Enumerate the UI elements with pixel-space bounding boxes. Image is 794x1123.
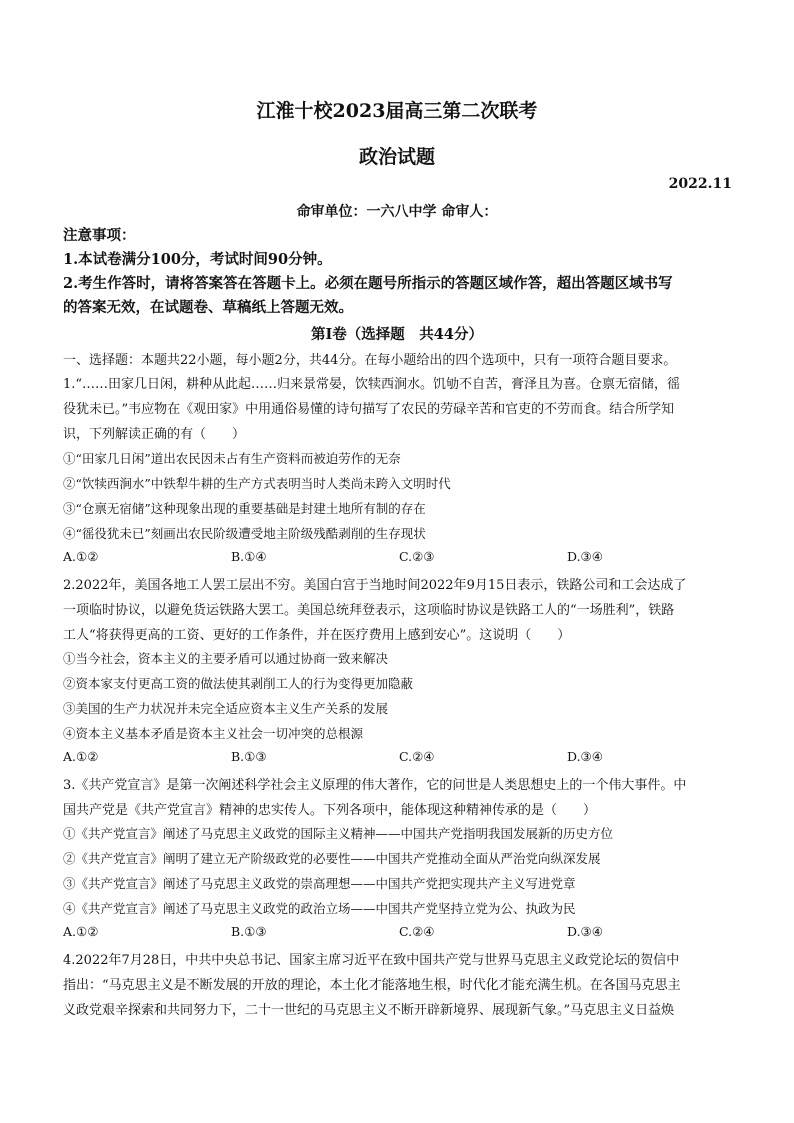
question-1-stem: 役犹未已。”韦应物在《观田家》中用通俗易懂的诗句描写了农民的劳碌辛苦和官吏的不劳而食。结合所学知 — [63, 402, 675, 417]
question-4-stem: 指出：“马克思主义是不断发展的开放的理论，本土化才能落地生根，时代化才能充满生机。在各国马克思主 — [63, 978, 681, 993]
choice-b: B.①③ — [231, 924, 267, 939]
subject-title: 政治试题 — [358, 146, 435, 168]
question-4-stem: 义政党艰辛探索和共同努力下，二十一世纪的马克思主义不断开辟新境界、展现新气象。”马克思主义日益焕 — [63, 1003, 675, 1018]
choice-d: D.③④ — [567, 549, 603, 564]
question-1-stem: 1.“……田家几日闲，耕种从此起……归来景常晏，饮犊西涧水。饥劬不自苦，膏泽且为喜。仓禀无宿储，徭 — [63, 377, 681, 392]
section-title: 第Ⅰ卷（选择题 共44分） — [311, 326, 483, 343]
choice-d: D.③④ — [567, 924, 603, 939]
exam-title: 江淮十校2023届高三第二次联考 — [256, 100, 538, 122]
question-4-stem: 4.2022年7月28日，中共中央总书记、国家主席习近平在致中国共产党与世界马克思主义政党论坛的贺信中 — [63, 953, 680, 968]
choice-c: C.②③ — [399, 549, 435, 564]
question-1-stem: 识，下列解读正确的有（ ） — [63, 427, 246, 442]
choice-a: A.①② — [63, 549, 99, 564]
question-1-option: ④“徭役犹未已”刻画出农民阶级遭受地主阶级残酷剥削的生存现状 — [63, 526, 426, 541]
choice-d: D.③④ — [567, 749, 603, 764]
notice-heading: 注意事项： — [63, 227, 136, 244]
question-2-stem: 工人“将获得更高的工资、更好的工作条件，并在医疗费用上感到安心”。这说明（ ） — [63, 628, 571, 643]
question-3-option: ④《共产党宣言》阐述了马克思主义政党的政治立场——中国共产党坚持立党为公、执政为民 — [63, 901, 576, 916]
choice-c: C.②④ — [399, 749, 435, 764]
choice-b: B.①④ — [231, 549, 267, 564]
notice-item: 的答案无效，在试题卷、草稿纸上答题无效。 — [63, 299, 353, 316]
notice-item: 1.本试卷满分100分，考试时间90分钟。 — [63, 251, 332, 268]
question-1-option: ③“仓禀无宿储”这种现象出现的重要基础是封建土地所有制的存在 — [63, 501, 426, 516]
choice-a: A.①② — [63, 924, 99, 939]
question-2-stem: 2.2022年，美国各地工人罢工层出不穷。美国白宫于当地时间2022年9月15日表示，铁路公司和工会达成了 — [63, 578, 687, 593]
choice-b: B.①③ — [231, 749, 267, 764]
exam-date: 2022.11 — [668, 176, 732, 192]
question-3-option: ①《共产党宣言》阐述了马克思主义政党的国际主义精神——中国共产党指明我国发展新的历史方位 — [63, 826, 614, 841]
question-3-stem: 国共产党是《共产党宣言》精神的忠实传人。下列各项中，能体现这种精神传承的是（ ） — [63, 803, 597, 818]
question-3-stem: 3.《共产党宣言》是第一次阐述科学社会主义原理的伟大著作，它的问世是人类思想史上的一个伟大事件。中 — [63, 778, 687, 793]
question-2-stem: 一项临时协议，以避免货运铁路大罢工。美国总统拜登表示，这项临时协议是铁路工人的“一场胜利”，铁路 — [63, 603, 675, 618]
question-2-option: ①当今社会，资本主义的主要矛盾可以通过协商一致来解决 — [63, 651, 389, 666]
notice-item: 2.考生作答时，请将答案答在答题卡上。必须在题号所指示的答题区域作答，超出答题区域书写 — [63, 275, 673, 292]
author-unit: 命审单位：一六八中学 命审人： — [296, 204, 498, 220]
section-instruction: 一、选择题：本题共22小题，每小题2分，共44分。在每小题给出的四个选项中，只有一项符合题目要求。 — [63, 353, 677, 368]
question-2-option: ④资本主义基本矛盾是资本主义社会一切冲突的总根源 — [63, 726, 364, 741]
question-1-option: ②“饮犊西涧水”中铁犁牛耕的生产方式表明当时人类尚未跨入文明时代 — [63, 476, 451, 491]
question-3-option: ②《共产党宣言》阐明了建立无产阶级政党的必要性——中国共产党推动全面从严治党向纵深发展 — [63, 851, 601, 866]
question-1-option: ①“田家几日闲”道出农民因未占有生产资料而被迫劳作的无奈 — [63, 451, 401, 466]
choice-a: A.①② — [63, 749, 99, 764]
question-2-option: ③美国的生产力状况并未完全适应资本主义生产关系的发展 — [63, 701, 389, 716]
choice-c: C.②④ — [399, 924, 435, 939]
question-2-option: ②资本家支付更高工资的做法使其剥削工人的行为变得更加隐蔽 — [63, 676, 414, 691]
question-3-option: ③《共产党宣言》阐述了马克思主义政党的崇高理想——中国共产党把实现共产主义写进党章 — [63, 876, 576, 891]
